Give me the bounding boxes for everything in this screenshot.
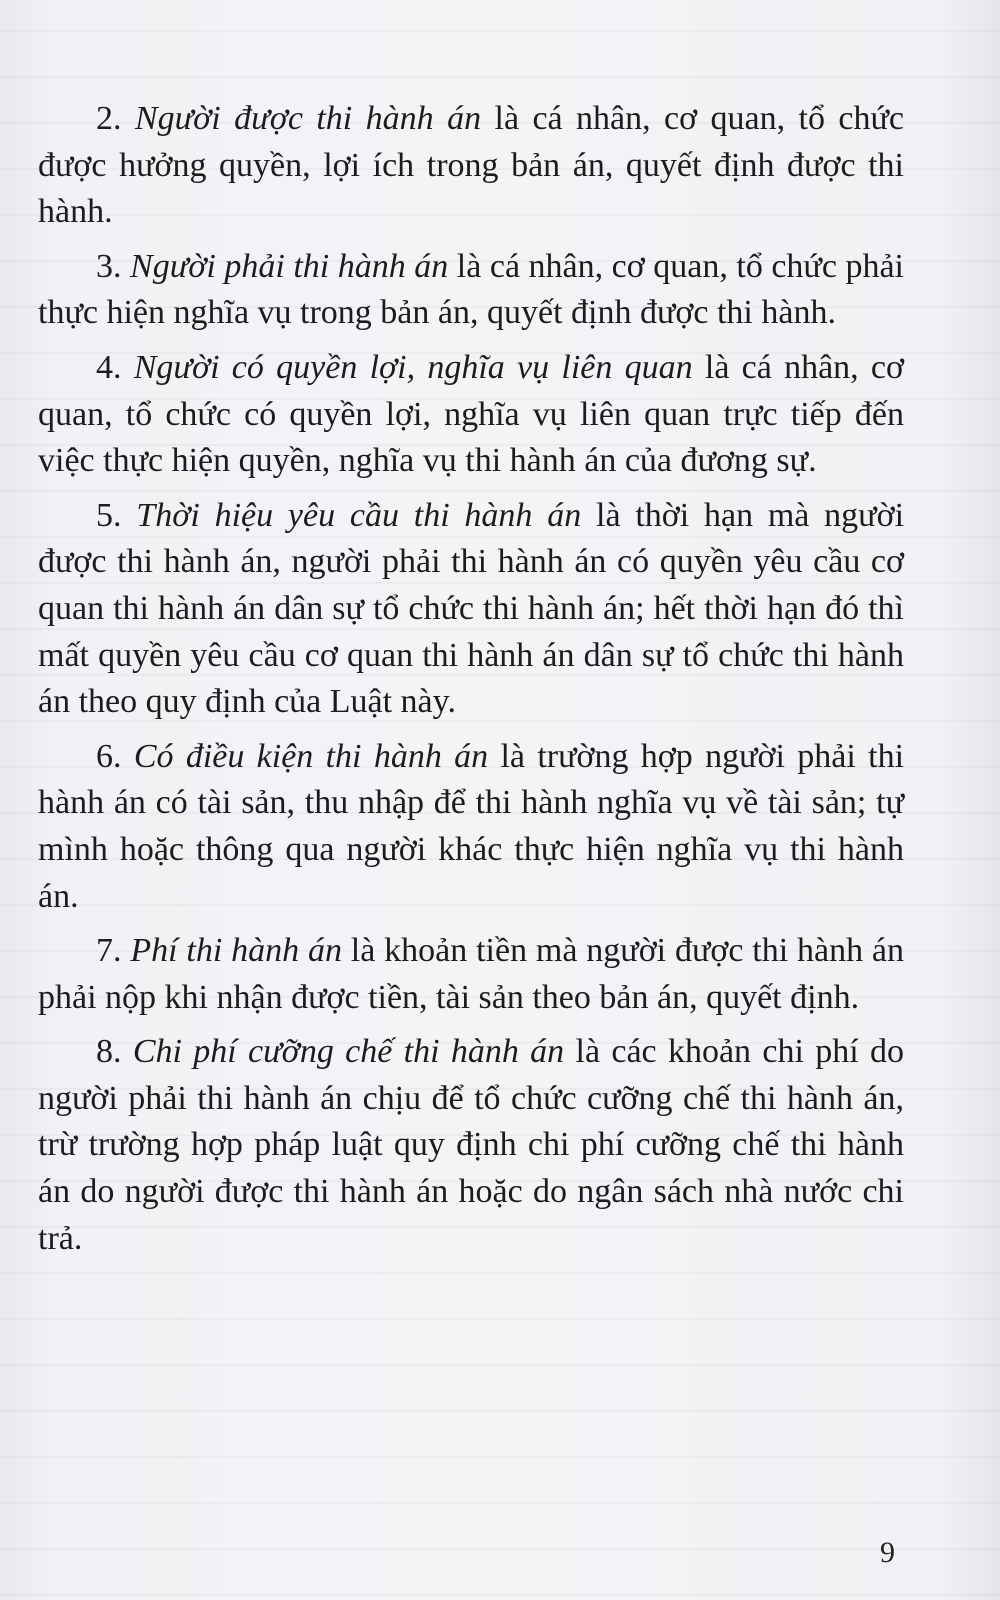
item-number: 4. bbox=[96, 348, 122, 386]
definition-paragraph-5 bbox=[38, 493, 904, 726]
body-text bbox=[38, 96, 904, 1270]
item-number: 3. bbox=[96, 247, 122, 285]
definition-text: là cá nhân, cơ quan, tổ chức được hưởng quyền, lợi ích trong bản án, quyết định được thi hành. bbox=[38, 100, 905, 231]
definition-text: là các khoản chi phí do người phải thi hành án chịu để tổ chức cưỡng chế thi hành án, trừ trường hợp pháp luật quy định chi phí cưỡng chế thi hành án do người được thi hành án hoặc do ngân sách nhà nước chi trả. bbox=[38, 1033, 905, 1257]
definition-text: là thời hạn mà người được thi hành án, người phải thi hành án có quyền yêu cầu cơ quan thi hành án dân sự tổ chức thi hành án; hết thời hạn đó thì mất quyền yêu cầu cơ quan thi hành án dân sự tổ chức thi hành án theo quy định của Luật này. bbox=[38, 496, 905, 721]
definition-text: là cá nhân, cơ quan, tổ chức có quyền lợi, nghĩa vụ liên quan trực tiếp đến việc thực hiện quyền, nghĩa vụ thi hành án của đương sự. bbox=[38, 348, 904, 480]
defined-term: Người được thi hành án bbox=[134, 100, 482, 137]
item-number: 6. bbox=[96, 737, 122, 775]
page-number: 9 bbox=[880, 1536, 895, 1569]
item-number: 2. bbox=[96, 100, 122, 137]
definition-paragraph-7 bbox=[38, 928, 904, 1021]
item-number: 5. bbox=[96, 496, 122, 534]
definition-text: là cá nhân, cơ quan, tổ chức phải thực hiện nghĩa vụ trong bản án, quyết định được thi hành. bbox=[38, 247, 905, 332]
defined-term: Người có quyền lợi, nghĩa vụ liên quan bbox=[133, 348, 693, 386]
item-number: 8. bbox=[96, 1033, 122, 1071]
defined-term: Người phải thi hành án bbox=[130, 247, 449, 285]
definition-text: là khoản tiền mà người được thi hành án phải nộp khi nhận được tiền, tài sản theo bản án, quyết định. bbox=[38, 932, 905, 1016]
definition-paragraph-3 bbox=[38, 244, 904, 337]
defined-term: Có điều kiện thi hành án bbox=[133, 737, 489, 775]
definition-paragraph-2 bbox=[38, 96, 904, 236]
definition-paragraph-6 bbox=[38, 734, 904, 920]
item-number: 7. bbox=[96, 932, 122, 970]
defined-term: Phí thi hành án bbox=[130, 932, 342, 970]
definition-paragraph-4 bbox=[38, 345, 904, 485]
defined-term: Chi phí cưỡng chế thi hành án bbox=[132, 1033, 565, 1071]
definition-text: là trường hợp người phải thi hành án có tài sản, thu nhập để thi hành nghĩa vụ về tài sản; tự mình hoặc thông qua người khác thực hiện nghĩa vụ thi hành án. bbox=[38, 737, 905, 915]
definition-paragraph-8 bbox=[38, 1029, 904, 1262]
defined-term: Thời hiệu yêu cầu thi hành án bbox=[136, 496, 582, 534]
